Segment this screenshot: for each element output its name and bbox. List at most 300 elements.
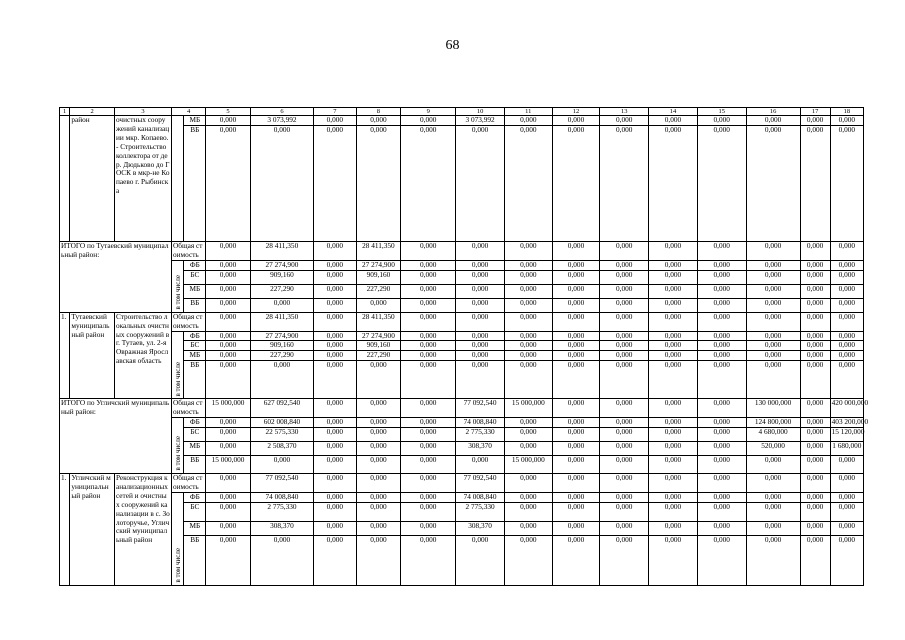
value-cell: 520,000 — [746, 441, 800, 455]
total-cell: 0,000 — [800, 312, 830, 331]
value-cell: 0,000 — [552, 455, 600, 473]
total-cell: 0,000 — [746, 473, 800, 492]
value-cell: 0,000 — [401, 270, 456, 284]
value-cell: 0,000 — [746, 284, 800, 298]
value-cell: 0,000 — [746, 116, 800, 126]
total-cell: 627 092,540 — [250, 399, 313, 418]
value-cell: 0,000 — [830, 125, 863, 241]
district-cell: Тутаевский муниципальный район — [70, 312, 115, 399]
itogo-title: ИТОГО по Угличский муниципальный район: — [60, 399, 172, 474]
value-cell: 0,000 — [649, 270, 698, 284]
value-cell: 0,000 — [800, 521, 830, 535]
value-cell: 0,000 — [206, 427, 251, 441]
value-cell: 0,000 — [800, 125, 830, 241]
in-total-label — [172, 331, 184, 399]
value-cell: 0,000 — [206, 535, 251, 585]
source-cell: БС — [184, 502, 206, 521]
value-cell: 0,000 — [746, 331, 800, 341]
total-cell: 420 000,000 — [830, 399, 863, 418]
value-cell: 0,000 — [830, 535, 863, 585]
value-cell: 0,000 — [401, 341, 456, 351]
total-cell: 0,000 — [649, 473, 698, 492]
value-cell: 0,000 — [600, 441, 649, 455]
value-cell: 0,000 — [649, 455, 698, 473]
value-cell: 0,000 — [697, 492, 746, 502]
value-cell: 227,290 — [356, 284, 401, 298]
total-cell: 0,000 — [552, 399, 600, 418]
total-cell: 0,000 — [401, 312, 456, 331]
total-cell: 15 000,000 — [504, 399, 552, 418]
value-cell: 0,000 — [401, 125, 456, 241]
total-label: Общая стоимость — [172, 241, 206, 260]
value-cell: 2 775,330 — [456, 427, 505, 441]
value-cell: 0,000 — [746, 492, 800, 502]
value-cell: 0,000 — [830, 492, 863, 502]
in-total-text: в том числе — [173, 361, 182, 397]
value-cell: 0,000 — [456, 270, 505, 284]
value-cell: 0,000 — [746, 341, 800, 351]
value-cell: 0,000 — [314, 427, 357, 441]
source-cell: ФБ — [184, 260, 206, 270]
total-cell: 0,000 — [314, 312, 357, 331]
column-number: 2 — [70, 108, 115, 116]
value-cell: 27 274,900 — [250, 331, 313, 341]
in-total-label — [172, 418, 184, 474]
value-cell: 0,000 — [746, 351, 800, 361]
value-cell: 909,160 — [356, 341, 401, 351]
column-number: 9 — [401, 108, 456, 116]
column-number: 1 — [60, 108, 70, 116]
in-total-label — [172, 492, 184, 585]
value-cell: 0,000 — [206, 441, 251, 455]
value-cell: 0,000 — [600, 521, 649, 535]
value-cell: 0,000 — [552, 298, 600, 312]
value-cell: 0,000 — [800, 427, 830, 441]
value-cell: 0,000 — [206, 116, 251, 126]
num-cell — [60, 116, 70, 242]
value-cell: 0,000 — [800, 351, 830, 361]
value-cell: 0,000 — [746, 455, 800, 473]
value-cell: 0,000 — [830, 455, 863, 473]
value-cell: 0,000 — [356, 521, 401, 535]
value-cell: 0,000 — [697, 361, 746, 399]
value-cell: 0,000 — [356, 492, 401, 502]
value-cell: 0,000 — [697, 116, 746, 126]
total-cell: 0,000 — [206, 312, 251, 331]
column-number: 10 — [456, 108, 505, 116]
value-cell: 0,000 — [800, 260, 830, 270]
value-cell: 0,000 — [600, 116, 649, 126]
value-cell: 0,000 — [649, 351, 698, 361]
value-cell: 0,000 — [314, 418, 357, 428]
source-cell: ВБ — [184, 125, 206, 241]
total-cell: 0,000 — [356, 473, 401, 492]
value-cell: 0,000 — [206, 502, 251, 521]
value-cell: 0,000 — [456, 298, 505, 312]
value-cell: 0,000 — [250, 361, 313, 399]
header-row — [60, 108, 864, 116]
table-row — [60, 116, 864, 126]
table-row — [60, 260, 864, 270]
column-number: 14 — [649, 108, 698, 116]
spacer-cell — [172, 116, 184, 242]
total-cell: 0,000 — [401, 399, 456, 418]
value-cell: 0,000 — [600, 492, 649, 502]
value-cell: 0,000 — [401, 116, 456, 126]
total-cell: 0,000 — [649, 241, 698, 260]
column-number: 8 — [356, 108, 401, 116]
value-cell: 403 200,000 — [831, 417, 869, 427]
value-cell: 0,000 — [456, 361, 505, 399]
district-cell: Угличский муниципальный район — [70, 473, 115, 585]
value-cell: 0,000 — [800, 341, 830, 351]
total-cell: 0,000 — [552, 473, 600, 492]
value-cell: 0,000 — [206, 298, 251, 312]
value-cell: 0,000 — [552, 441, 600, 455]
total-cell: 0,000 — [314, 399, 357, 418]
value-cell: 0,000 — [504, 427, 552, 441]
column-number: 18 — [830, 108, 863, 116]
value-cell: 0,000 — [649, 341, 698, 351]
value-cell: 227,290 — [356, 351, 401, 361]
total-cell: 0,000 — [456, 241, 505, 260]
column-number: 4 — [172, 108, 206, 116]
value-cell: 0,000 — [746, 270, 800, 284]
value-cell: 0,000 — [314, 331, 357, 341]
value-cell: 0,000 — [552, 521, 600, 535]
total-cell: 77 092,540 — [456, 473, 505, 492]
value-cell: 0,000 — [800, 502, 830, 521]
value-cell: 0,000 — [401, 502, 456, 521]
value-cell: 1 680,000 — [830, 441, 863, 455]
value-cell: 0,000 — [401, 441, 456, 455]
value-cell: 0,000 — [600, 284, 649, 298]
value-cell: 0,000 — [746, 260, 800, 270]
total-cell: 0,000 — [356, 399, 401, 418]
value-cell: 0,000 — [401, 521, 456, 535]
total-cell: 28 411,350 — [356, 241, 401, 260]
source-cell: ФБ — [184, 331, 206, 341]
value-cell: 0,000 — [250, 298, 313, 312]
value-cell: 0,000 — [356, 361, 401, 399]
item-row — [60, 312, 864, 331]
source-cell: МБ — [184, 441, 206, 455]
value-cell: 0,000 — [504, 125, 552, 241]
value-cell: 0,000 — [697, 298, 746, 312]
total-cell: 15 000,000 — [206, 399, 251, 418]
column-number: 12 — [552, 108, 600, 116]
total-cell: 0,000 — [600, 241, 649, 260]
item-row — [60, 473, 864, 492]
table-row — [60, 418, 864, 428]
value-cell: 0,000 — [314, 455, 357, 473]
value-cell: 0,000 — [649, 521, 698, 535]
value-cell: 0,000 — [504, 441, 552, 455]
total-cell: 0,000 — [697, 241, 746, 260]
value-cell: 0,000 — [206, 125, 251, 241]
value-cell: 0,000 — [504, 341, 552, 351]
value-cell: 0,000 — [356, 298, 401, 312]
source-cell: МБ — [184, 116, 206, 126]
value-cell: 0,000 — [401, 455, 456, 473]
value-cell: 0,000 — [649, 441, 698, 455]
value-cell: 0,000 — [206, 341, 251, 351]
value-cell: 0,000 — [697, 535, 746, 585]
value-cell: 0,000 — [552, 116, 600, 126]
value-cell: 0,000 — [649, 535, 698, 585]
table-row — [60, 331, 864, 341]
value-cell: 0,000 — [401, 351, 456, 361]
value-cell: 0,000 — [401, 331, 456, 341]
value-cell: 0,000 — [600, 427, 649, 441]
value-cell: 0,000 — [314, 270, 357, 284]
value-cell: 0,000 — [206, 361, 251, 399]
value-cell: 15 000,000 — [206, 455, 251, 473]
itogo-row — [60, 399, 864, 418]
total-label: Общая стоимость — [172, 399, 206, 418]
value-cell: 0,000 — [649, 502, 698, 521]
value-cell: 0,000 — [456, 341, 505, 351]
value-cell: 0,000 — [314, 284, 357, 298]
value-cell: 0,000 — [830, 331, 863, 341]
value-cell: 0,000 — [552, 284, 600, 298]
value-cell: 0,000 — [504, 361, 552, 399]
value-cell: 0,000 — [401, 260, 456, 270]
total-cell: 0,000 — [504, 312, 552, 331]
value-cell: 0,000 — [600, 502, 649, 521]
value-cell: 0,000 — [649, 116, 698, 126]
value-cell: 0,000 — [697, 502, 746, 521]
total-cell: 0,000 — [314, 473, 357, 492]
value-cell: 0,000 — [830, 260, 863, 270]
value-cell: 0,000 — [504, 418, 552, 428]
value-cell: 0,000 — [504, 492, 552, 502]
source-cell: БС — [184, 270, 206, 284]
value-cell: 0,000 — [314, 521, 357, 535]
value-cell: 74 008,840 — [456, 418, 505, 428]
value-cell: 0,000 — [356, 441, 401, 455]
value-cell: 4 680,000 — [746, 427, 800, 441]
value-cell: 0,000 — [504, 298, 552, 312]
total-label: Общая стоимость — [172, 312, 206, 331]
total-label: Общая стоимость — [172, 473, 206, 492]
page-number: 68 — [445, 38, 460, 53]
total-cell: 0,000 — [697, 473, 746, 492]
total-cell: 0,000 — [746, 312, 800, 331]
value-cell: 0,000 — [314, 116, 357, 126]
value-cell: 0,000 — [697, 125, 746, 241]
value-cell: 0,000 — [649, 331, 698, 341]
itogo-row — [60, 241, 864, 260]
value-cell: 0,000 — [552, 502, 600, 521]
source-cell: ВБ — [184, 455, 206, 473]
value-cell: 0,000 — [314, 298, 357, 312]
total-cell: 0,000 — [600, 312, 649, 331]
value-cell: 308,370 — [456, 441, 505, 455]
value-cell: 0,000 — [456, 331, 505, 341]
value-cell: 0,000 — [314, 351, 357, 361]
value-cell: 0,000 — [401, 418, 456, 428]
value-cell: 0,000 — [314, 502, 357, 521]
district-cell: район — [70, 116, 115, 242]
value-cell: 0,000 — [552, 418, 600, 428]
source-cell: ФБ — [184, 492, 206, 502]
column-number: 16 — [746, 108, 800, 116]
total-cell: 0,000 — [697, 399, 746, 418]
value-cell: 0,000 — [600, 341, 649, 351]
total-cell: 0,000 — [206, 473, 251, 492]
value-cell: 0,000 — [206, 351, 251, 361]
value-cell: 0,000 — [401, 284, 456, 298]
value-cell: 0,000 — [697, 427, 746, 441]
value-cell: 0,000 — [800, 535, 830, 585]
value-cell: 2 775,330 — [250, 502, 313, 521]
value-cell: 74 008,840 — [456, 492, 505, 502]
value-cell: 0,000 — [206, 284, 251, 298]
total-cell: 0,000 — [552, 241, 600, 260]
value-cell: 0,000 — [504, 351, 552, 361]
value-cell: 0,000 — [800, 298, 830, 312]
value-cell: 0,000 — [697, 270, 746, 284]
value-cell: 0,000 — [456, 351, 505, 361]
value-cell: 0,000 — [600, 298, 649, 312]
total-cell: 0,000 — [830, 241, 863, 260]
in-total-text: в том числе — [173, 275, 182, 310]
value-cell: 0,000 — [830, 284, 863, 298]
value-cell: 3 073,992 — [250, 116, 313, 126]
value-cell: 0,000 — [314, 441, 357, 455]
value-cell: 3 073,992 — [456, 116, 505, 126]
value-cell: 0,000 — [649, 125, 698, 241]
value-cell: 0,000 — [314, 341, 357, 351]
total-cell: 0,000 — [649, 399, 698, 418]
column-number: 13 — [600, 108, 649, 116]
total-cell: 0,000 — [800, 473, 830, 492]
source-cell: ВБ — [184, 535, 206, 585]
value-cell: 0,000 — [504, 270, 552, 284]
value-cell: 0,000 — [697, 331, 746, 341]
column-number: 5 — [206, 108, 251, 116]
value-cell: 0,000 — [830, 521, 863, 535]
column-number: 17 — [800, 108, 830, 116]
value-cell: 0,000 — [600, 125, 649, 241]
value-cell: 308,370 — [250, 521, 313, 535]
value-cell: 909,160 — [250, 270, 313, 284]
value-cell: 0,000 — [697, 521, 746, 535]
value-cell: 27 274,900 — [250, 260, 313, 270]
value-cell: 0,000 — [649, 260, 698, 270]
in-total-text: в том числе — [173, 436, 182, 471]
value-cell: 0,000 — [697, 441, 746, 455]
table-row — [60, 492, 864, 502]
value-cell: 74 008,840 — [250, 492, 313, 502]
value-cell: 27 274,900 — [356, 260, 401, 270]
value-cell: 0,000 — [600, 270, 649, 284]
total-cell: 0,000 — [504, 241, 552, 260]
value-cell: 0,000 — [401, 361, 456, 399]
in-total-label — [172, 260, 184, 312]
value-cell: 0,000 — [552, 125, 600, 241]
value-cell: 0,000 — [504, 260, 552, 270]
value-cell: 0,000 — [649, 284, 698, 298]
value-cell: 0,000 — [649, 418, 698, 428]
total-cell: 0,000 — [600, 399, 649, 418]
source-cell: ФБ — [184, 418, 206, 428]
value-cell: 0,000 — [800, 116, 830, 126]
value-cell: 0,000 — [356, 427, 401, 441]
value-cell: 909,160 — [250, 341, 313, 351]
value-cell: 0,000 — [600, 361, 649, 399]
in-total-text: в том числе — [173, 548, 182, 583]
total-cell: 0,000 — [401, 473, 456, 492]
total-cell: 0,000 — [456, 312, 505, 331]
value-cell: 0,000 — [250, 535, 313, 585]
value-cell: 2 775,330 — [456, 502, 505, 521]
description-cell: очистных сооружений канализации мкр. Копаево. - Строительство коллектора от дер. Дюдьково до ГОСК в мкр-не Копаево г. Рыбинска — [114, 116, 171, 242]
total-cell: 0,000 — [314, 241, 357, 260]
value-cell: 0,000 — [649, 361, 698, 399]
value-cell: 0,000 — [800, 455, 830, 473]
source-cell: ВБ — [184, 361, 206, 399]
total-cell: 0,000 — [401, 241, 456, 260]
total-cell: 0,000 — [830, 473, 863, 492]
value-cell: 0,000 — [552, 492, 600, 502]
value-cell: 27 274,900 — [356, 331, 401, 341]
total-cell: 0,000 — [800, 399, 830, 418]
item-number: 1. — [60, 312, 70, 399]
value-cell: 0,000 — [356, 502, 401, 521]
itogo-title: ИТОГО по Тутаевский муниципальный район: — [60, 241, 172, 312]
source-cell: БС — [184, 341, 206, 351]
column-number: 15 — [697, 108, 746, 116]
value-cell: 0,000 — [800, 492, 830, 502]
value-cell: 0,000 — [600, 351, 649, 361]
value-cell: 0,000 — [401, 492, 456, 502]
value-cell: 0,000 — [746, 502, 800, 521]
value-cell: 0,000 — [401, 298, 456, 312]
value-cell: 0,000 — [600, 260, 649, 270]
total-cell: 28 411,350 — [250, 241, 313, 260]
value-cell: 0,000 — [800, 331, 830, 341]
value-cell: 0,000 — [504, 331, 552, 341]
value-cell: 0,000 — [401, 427, 456, 441]
value-cell: 0,000 — [800, 270, 830, 284]
value-cell: 0,000 — [250, 455, 313, 473]
value-cell: 0,000 — [552, 341, 600, 351]
value-cell: 0,000 — [504, 116, 552, 126]
total-cell: 0,000 — [800, 241, 830, 260]
column-number: 7 — [314, 108, 357, 116]
value-cell: 0,000 — [649, 298, 698, 312]
value-cell: 0,000 — [401, 535, 456, 585]
value-cell: 909,160 — [356, 270, 401, 284]
total-cell: 0,000 — [830, 312, 863, 331]
description-cell: Реконструкция канализационных сетей и очистных сооружений канализации в с. Золоторучье, Угличский муниципальный район — [114, 473, 171, 585]
source-cell: МБ — [184, 284, 206, 298]
value-cell: 0,000 — [356, 455, 401, 473]
total-cell: 28 411,350 — [356, 312, 401, 331]
column-number: 11 — [504, 108, 552, 116]
value-cell: 124 800,000 — [746, 418, 800, 428]
value-cell: 0,000 — [830, 298, 863, 312]
value-cell: 0,000 — [697, 418, 746, 428]
value-cell: 0,000 — [504, 521, 552, 535]
value-cell: 0,000 — [830, 502, 863, 521]
value-cell: 0,000 — [697, 455, 746, 473]
total-cell: 0,000 — [649, 312, 698, 331]
value-cell: 0,000 — [800, 441, 830, 455]
value-cell: 0,000 — [552, 361, 600, 399]
